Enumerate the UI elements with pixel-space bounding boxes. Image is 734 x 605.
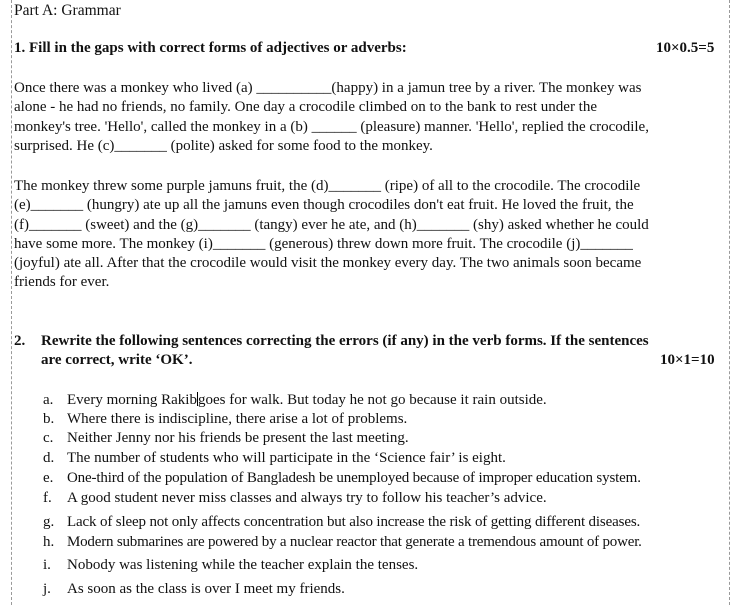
question-2-number: 2.	[14, 333, 26, 349]
paragraph-line: (e)_______ (hungry) ate up all the jamuns even though crocodiles don't eat fruit. He loved the fruit, the	[14, 197, 634, 214]
paragraph-line: monkey's tree. 'Hello', called the monkey in a (b) ______ (pleasure) manner. 'Hello', replied the crocodile,	[14, 118, 649, 135]
list-item-letter: g.	[43, 514, 55, 530]
list-item-text: Modern submarines are powered by a nuclear reactor that generate a tremendous amount of power.	[67, 534, 642, 550]
list-item-text: One-third of the population of Bangladesh be unemployed because of improper education system.	[67, 470, 641, 486]
list-item-letter: d.	[43, 450, 55, 466]
question-2-heading-line-1: Rewrite the following sentences correcting the errors (if any) in the verb forms. If the sentences	[41, 333, 649, 349]
list-item-letter: h.	[43, 534, 55, 550]
paragraph-line: surprised. He (c)_______ (polite) asked for some food to the monkey.	[14, 137, 433, 154]
list-item-letter: e.	[43, 470, 54, 486]
paragraph-line: have some more. The monkey (i)_______ (generous) threw down more fruit. The crocodile (j)_______	[14, 235, 633, 252]
list-item-text: Neither Jenny nor his friends be present the last meeting.	[67, 430, 409, 446]
paragraph-line: (joyful) ate all. After that the crocodile would visit the monkey every day. The two animals soon became	[14, 255, 642, 272]
right-margin-guide	[729, 0, 730, 605]
question-2-heading-line-2: are correct, write ‘OK’.	[41, 352, 193, 368]
paragraph-line: (f)_______ (sweet) and the (g)_______ (tangy) ever he ate, and (h)_______ (shy) asked whether he could	[14, 216, 649, 233]
paragraph-line: friends for ever.	[14, 274, 110, 291]
left-margin-guide	[11, 0, 12, 605]
list-item-letter: i.	[43, 557, 51, 573]
list-item-text-part: Every morning Rakib	[67, 392, 197, 408]
list-item-letter: b.	[43, 411, 55, 427]
list-item-text: Lack of sleep not only affects concentration but also increase the risk of getting different diseases.	[67, 514, 641, 530]
list-item-text: Nobody was listening while the teacher explain the tenses.	[67, 557, 419, 573]
list-item-text: A good student never miss classes and always try to follow his teacher’s advice.	[67, 490, 547, 506]
question-1-marks: 10×0.5=5	[656, 40, 715, 56]
part-title: Part A: Grammar	[14, 2, 121, 19]
question-1-paragraph-1	[14, 79, 726, 156]
list-item-text: Where there is indiscipline, there arise a lot of problems.	[67, 411, 408, 427]
list-item-letter: j.	[43, 581, 51, 597]
list-item-text: As soon as the class is over I meet my friends.	[67, 581, 345, 597]
paragraph-line: alone - he had no friends, no family. One day a crocodile climbed on to the bank to rest under the	[14, 99, 598, 116]
list-item-letter: f.	[43, 490, 52, 506]
question-1-paragraph-2	[14, 177, 726, 293]
list-item-text: The number of students who will participate in the ‘Science fair’ is eight.	[67, 450, 506, 466]
question-1-heading: 1. Fill in the gaps with correct forms of adjectives or adverbs:	[14, 40, 407, 56]
list-item-text[interactable]	[67, 392, 547, 409]
list-item-text-part: goes for walk. But today he not go because it rain outside.	[197, 392, 547, 408]
list-item-letter: c.	[43, 430, 54, 446]
question-2-marks: 10×1=10	[660, 352, 715, 368]
paragraph-line: The monkey threw some purple jamuns fruit, the (d)_______ (ripe) of all to the crocodile. The crocodile	[14, 178, 641, 194]
paragraph-line: Once there was a monkey who lived (a) __________(happy) in a jamun tree by a river. The monkey was	[14, 80, 642, 96]
list-item-letter: a.	[43, 392, 54, 408]
